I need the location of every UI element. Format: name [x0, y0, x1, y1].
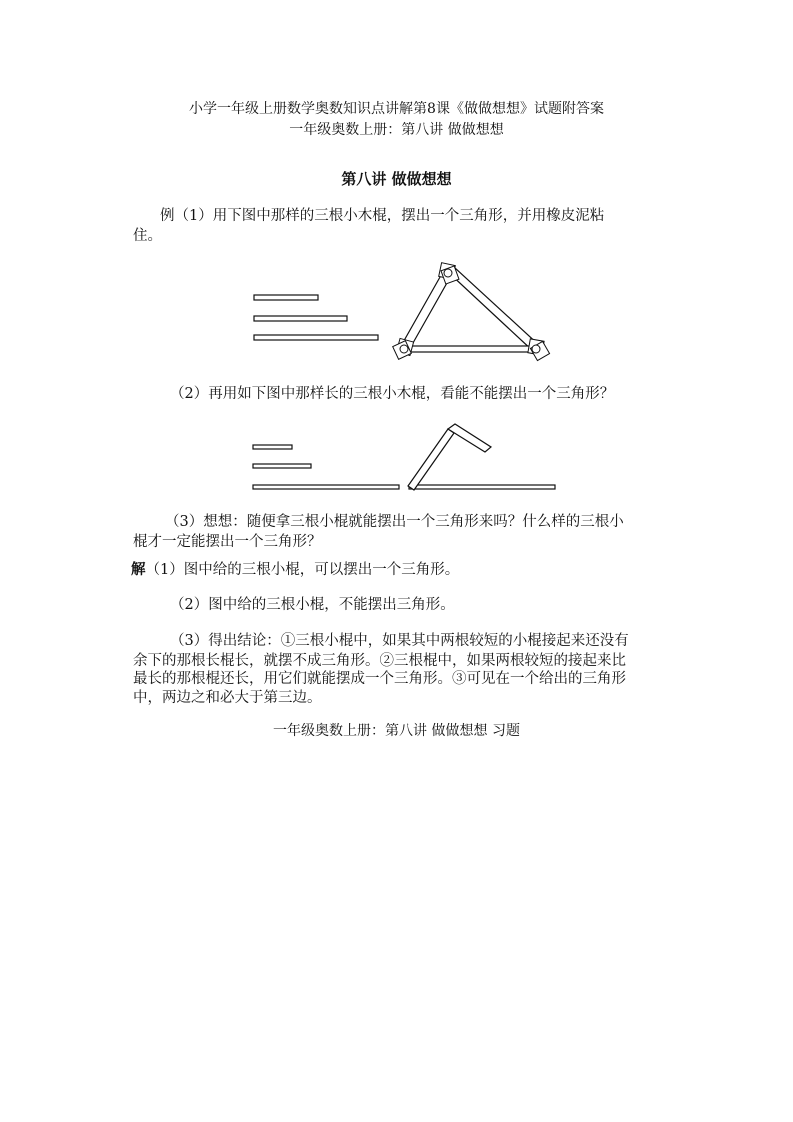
- example-q3-line2: 棍才一定能摆出一个三角形？: [133, 534, 322, 550]
- fig2-right-stick: [448, 424, 491, 452]
- example-q1-line1: 例（1）用下图中那样的三根小木棍，摆出一个三角形，并用橡皮泥粘: [160, 208, 605, 224]
- fig2-medium-stick: [253, 464, 311, 468]
- example-q1-line2: 住。: [133, 228, 162, 244]
- fig2-long-stick: [253, 485, 399, 489]
- solution-label: 解: [131, 561, 146, 578]
- solution-a1-row: [131, 560, 459, 580]
- footer-exercise-title: 一年级奥数上册：第八讲 做做想想 习题: [273, 723, 520, 739]
- fig2-short-stick: [253, 445, 292, 449]
- medium-stick: [254, 316, 347, 321]
- triangle-bottom-stick: [404, 346, 538, 352]
- solution-a3-line4: 中，两边之和必大于第三边。: [133, 690, 322, 706]
- solution-a2: （2）图中给的三根小棍，不能摆出三角形。: [170, 597, 455, 613]
- triangle-left-stick: [401, 270, 452, 350]
- example-q3-line1: （3）想想：随便拿三根小棍就能摆出一个三角形来吗？什么样的三根小: [165, 514, 624, 530]
- triangle-right-stick: [448, 267, 540, 352]
- solution-a1: （1）图中给的三根小棍，可以摆出一个三角形。: [145, 562, 460, 578]
- long-stick: [254, 335, 378, 340]
- solution-a3-line3: 最长的那根棍还长，用它们就能摆成一个三角形。③可见在一个给出的三角形: [133, 671, 626, 687]
- fig2-left-stick: [408, 429, 454, 490]
- clay-left: [393, 338, 414, 359]
- document-title: 小学一年级上册数学奥数知识点讲解第8课《做做想想》试题附答案: [189, 101, 604, 117]
- short-stick: [254, 295, 318, 300]
- solution-a3-line2: 余下的那根长棍长，就摆不成三角形。②三根棍中，如果两根较短的接起来比: [133, 653, 626, 669]
- clay-right: [528, 339, 550, 361]
- solution-a3-line1: （3）得出结论：①三根小棍中，如果其中两根较短的小棍接起来还没有: [170, 633, 629, 649]
- document-subtitle: 一年级奥数上册：第八讲 做做想想: [289, 122, 504, 138]
- example-q2: （2）再用如下图中那样长的三根小木棍，看能不能摆出一个三角形？: [170, 386, 615, 402]
- fig2-base-stick: [409, 485, 555, 489]
- lecture-heading: 第八讲 做做想想: [341, 170, 452, 188]
